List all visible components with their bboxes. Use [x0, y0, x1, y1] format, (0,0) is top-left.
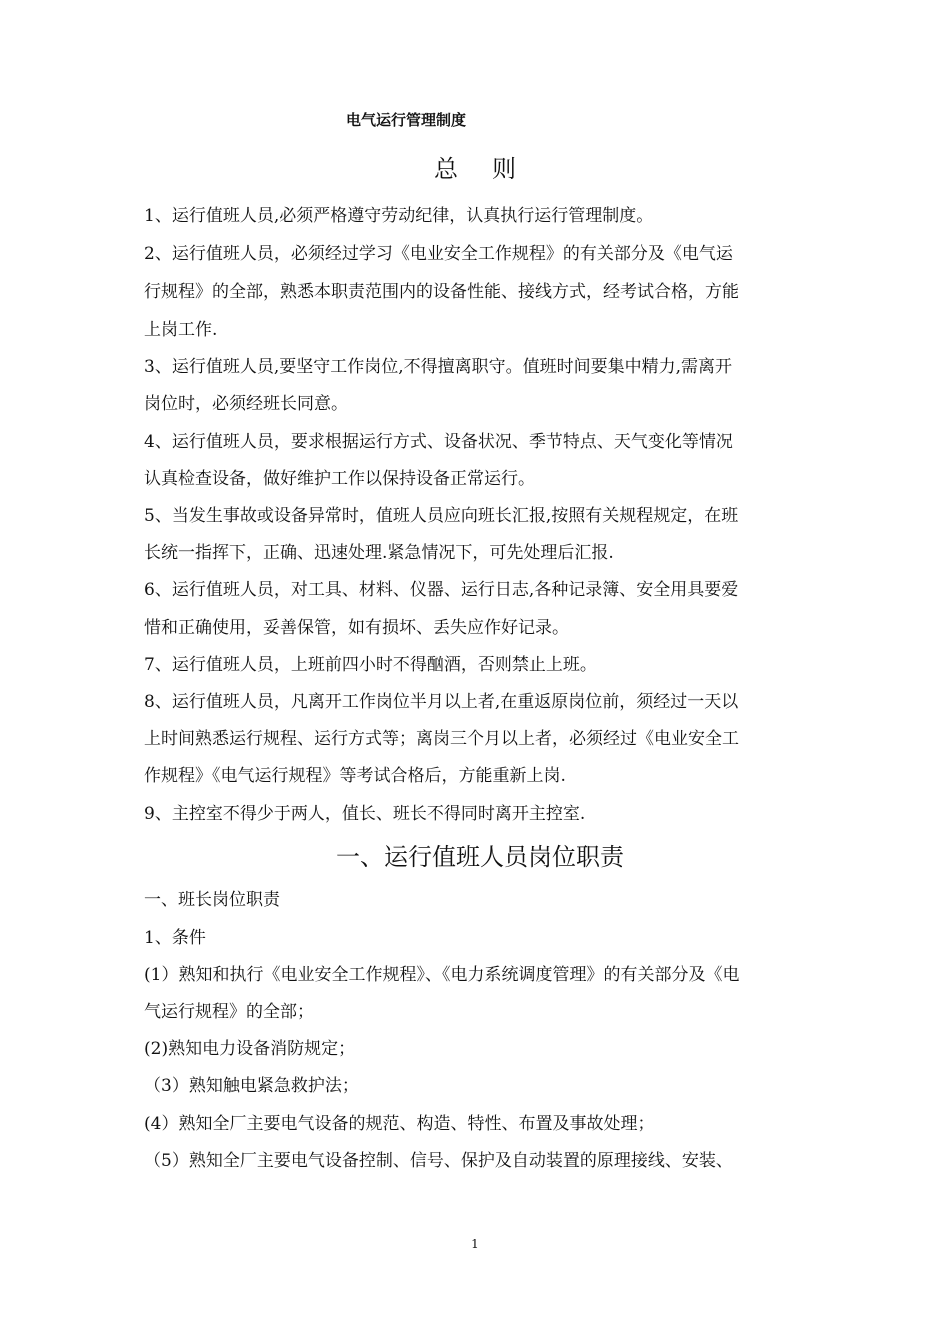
paragraph-line: 惜和正确使用，妥善保管，如有损坏、丢失应作好记录。 [144, 618, 569, 638]
paragraph-line: 气运行规程》的全部； [144, 1002, 314, 1022]
page-number: 1 [471, 1237, 479, 1251]
heading-duty-responsibilities: 一、运行值班人员岗位职责 [336, 843, 624, 871]
paragraph-line: 上岗工作. [144, 320, 218, 340]
paragraph-line: （5）熟知全厂主要电气设备控制、信号、保护及自动装置的原理接线、安装、 [144, 1151, 733, 1171]
paragraph-line: 3、运行值班人员,要坚守工作岗位,不得擅离职守。值班时间要集中精力,需离开 [144, 357, 733, 377]
heading-general-text: 总则 [434, 155, 550, 183]
paragraph-line: 作规程》《电气运行规程》等考试合格后，方能重新上岗. [144, 766, 566, 786]
paragraph-line: （3）熟知触电紧急救护法； [144, 1076, 359, 1096]
paragraph-line: 行规程》的全部，熟悉本职责范围内的设备性能、接线方式，经考试合格，方能 [144, 282, 739, 302]
paragraph-line: (2)熟知电力设备消防规定； [144, 1039, 356, 1059]
paragraph-line: 6、运行值班人员，对工具、材料、仪器、运行日志,各种记录簿、安全用具要爱 [144, 580, 739, 600]
document-title: 电气运行管理制度 [346, 111, 467, 129]
paragraph-line: 1、运行值班人员,必须严格遵守劳动纪律，认真执行运行管理制度。 [144, 206, 654, 226]
paragraph-line: 长统一指挥下，正确、迅速处理.紧急情况下，可先处理后汇报. [144, 543, 614, 563]
paragraph-line: 4、运行值班人员，要求根据运行方式、设备状况、季节特点、天气变化等情况 [144, 432, 733, 452]
paragraph-line: 2、运行值班人员，必须经过学习《电业安全工作规程》的有关部分及《电气运 [144, 244, 733, 264]
paragraph-line: 岗位时，必须经班长同意。 [144, 394, 348, 414]
paragraph-line: 上时间熟悉运行规程、运行方式等；离岗三个月以上者，必须经过《电业安全工 [144, 729, 739, 749]
paragraph-line: 5、当发生事故或设备异常时，值班人员应向班长汇报,按照有关规程规定，在班 [144, 506, 739, 526]
paragraph-line: 9、主控室不得少于两人，值长、班长不得同时离开主控室. [144, 804, 586, 824]
paragraph-line: 7、运行值班人员，上班前四小时不得酗酒，否则禁止上班。 [144, 655, 597, 675]
paragraph-line: 1、条件 [144, 928, 206, 948]
paragraph-line: (4）熟知全厂主要电气设备的规范、构造、特性、布置及事故处理； [144, 1114, 655, 1134]
paragraph-line: 8、运行值班人员，凡离开工作岗位半月以上者,在重返原岗位前，须经过一天以 [144, 692, 739, 712]
paragraph-line: (1）熟知和执行《电业安全工作规程》、《电力系统调度管理》的有关部分及《电 [144, 965, 740, 985]
paragraph-line: 一、班长岗位职责 [144, 890, 280, 910]
paragraph-line: 认真检查设备，做好维护工作以保持设备正常运行。 [144, 469, 535, 489]
heading-general-rules [0, 154, 950, 184]
